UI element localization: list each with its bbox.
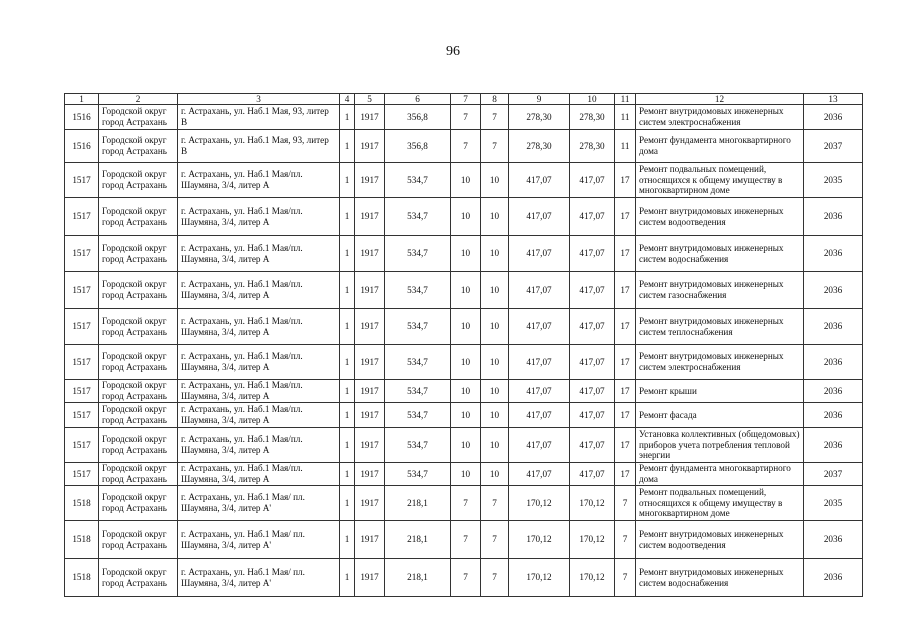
table-cell: 1917 — [355, 130, 385, 163]
table-cell: 2036 — [804, 236, 863, 272]
table-cell: 10 — [451, 236, 481, 272]
table-cell: 1917 — [355, 463, 385, 486]
column-header: 4 — [340, 94, 355, 105]
table-cell: 278,30 — [570, 130, 615, 163]
table-cell: 1917 — [355, 403, 385, 428]
table-cell: 417,07 — [570, 380, 615, 403]
table-cell: 7 — [451, 130, 481, 163]
table-cell: 417,07 — [570, 163, 615, 198]
table-cell: 1 — [340, 463, 355, 486]
table-cell: 1517 — [65, 463, 99, 486]
table-cell: 10 — [481, 403, 509, 428]
table-cell: 10 — [481, 309, 509, 345]
table-cell: 417,07 — [509, 198, 570, 236]
table-cell: Ремонт внутридомовых инженерных систем водоснабжения — [636, 236, 804, 272]
table-row — [65, 130, 863, 163]
table-cell: 17 — [615, 428, 636, 463]
table-cell: Городской округ город Астрахань — [99, 309, 178, 345]
column-header: 13 — [804, 94, 863, 105]
table-cell: 534,7 — [385, 272, 451, 309]
table-cell: 2036 — [804, 428, 863, 463]
table-cell: 170,12 — [509, 486, 570, 521]
table-header-row — [65, 94, 863, 105]
table-cell: 417,07 — [570, 236, 615, 272]
table-cell: 10 — [451, 345, 481, 380]
table-cell: г. Астрахань, ул. Наб.1 Мая, 93, литер В — [178, 105, 340, 130]
table-cell: Ремонт фасада — [636, 403, 804, 428]
column-header: 10 — [570, 94, 615, 105]
table-cell: 218,1 — [385, 559, 451, 597]
table-cell: г. Астрахань, ул. Наб.1 Мая/пл. Шаумяна, 3/4, литер А — [178, 309, 340, 345]
table-cell: 2037 — [804, 130, 863, 163]
table-cell: 1518 — [65, 486, 99, 521]
table-cell: 218,1 — [385, 521, 451, 559]
table-cell: г. Астрахань, ул. Наб.1 Мая/пл. Шаумяна, 3/4, литер А — [178, 272, 340, 309]
repair-schedule-table — [64, 93, 863, 597]
table-cell: 1 — [340, 428, 355, 463]
table-cell: 7 — [451, 521, 481, 559]
table-cell: Городской округ город Астрахань — [99, 428, 178, 463]
table-cell: 417,07 — [509, 309, 570, 345]
table-cell: 7 — [451, 559, 481, 597]
table-cell: 218,1 — [385, 486, 451, 521]
table-cell: 170,12 — [570, 521, 615, 559]
table-cell: 7 — [481, 105, 509, 130]
table-cell: 417,07 — [570, 345, 615, 380]
table-row — [65, 463, 863, 486]
table-cell: 2036 — [804, 380, 863, 403]
table-cell: 417,07 — [570, 403, 615, 428]
table-cell: г. Астрахань, ул. Наб.1 Мая/ пл. Шаумяна, 3/4, литер А' — [178, 559, 340, 597]
table-cell: 7 — [481, 559, 509, 597]
table-cell: 1 — [340, 521, 355, 559]
table-cell: 7 — [451, 486, 481, 521]
table-cell: 170,12 — [509, 559, 570, 597]
table-cell: 1517 — [65, 428, 99, 463]
table-cell: Ремонт крыши — [636, 380, 804, 403]
table-cell: 2036 — [804, 272, 863, 309]
table-cell: 534,7 — [385, 163, 451, 198]
table-cell: 534,7 — [385, 428, 451, 463]
table-cell: 2036 — [804, 403, 863, 428]
table-cell: 2035 — [804, 163, 863, 198]
table-cell: 11 — [615, 130, 636, 163]
table-row — [65, 428, 863, 463]
table-cell: 7 — [481, 521, 509, 559]
table-cell: Городской округ город Астрахань — [99, 130, 178, 163]
table-cell: Городской округ город Астрахань — [99, 163, 178, 198]
table-cell: 417,07 — [509, 380, 570, 403]
table-cell: 10 — [481, 428, 509, 463]
table-cell: 10 — [451, 272, 481, 309]
table-cell: 1517 — [65, 403, 99, 428]
table-row — [65, 105, 863, 130]
table-cell: 1 — [340, 309, 355, 345]
column-header: 7 — [451, 94, 481, 105]
table-cell: 278,30 — [570, 105, 615, 130]
table-cell: 417,07 — [509, 272, 570, 309]
table-row — [65, 486, 863, 521]
table-cell: г. Астрахань, ул. Наб.1 Мая/пл. Шаумяна, 3/4, литер А — [178, 236, 340, 272]
table-cell: Ремонт внутридомовых инженерных систем газоснабжения — [636, 272, 804, 309]
table-cell: 1917 — [355, 198, 385, 236]
table-cell: 1 — [340, 198, 355, 236]
table-cell: Ремонт внутридомовых инженерных систем электроснабжения — [636, 105, 804, 130]
table-cell: 1 — [340, 403, 355, 428]
column-header: 9 — [509, 94, 570, 105]
table-cell: Городской округ город Астрахань — [99, 380, 178, 403]
table-cell: 417,07 — [509, 163, 570, 198]
table-cell: 17 — [615, 380, 636, 403]
table-cell: 534,7 — [385, 463, 451, 486]
table-cell: 10 — [451, 403, 481, 428]
table-cell: Ремонт внутридомовых инженерных систем электроснабжения — [636, 345, 804, 380]
table-cell: 1517 — [65, 198, 99, 236]
table-cell: 1517 — [65, 236, 99, 272]
table-cell: Городской округ город Астрахань — [99, 521, 178, 559]
table-cell: 278,30 — [509, 105, 570, 130]
column-header: 3 — [178, 94, 340, 105]
table-cell: 1917 — [355, 105, 385, 130]
table-cell: Городской округ город Астрахань — [99, 559, 178, 597]
table-cell: Ремонт фундамента многоквартирного дома — [636, 130, 804, 163]
table-cell: г. Астрахань, ул. Наб.1 Мая/пл. Шаумяна, 3/4, литер А — [178, 345, 340, 380]
table-cell: 2036 — [804, 198, 863, 236]
table-cell: Ремонт подвальных помещений, относящихся к общему имуществу в многоквартирном доме — [636, 163, 804, 198]
table-cell: Ремонт подвальных помещений, относящихся к общему имуществу в многоквартирном доме — [636, 486, 804, 521]
table-cell: Ремонт внутридомовых инженерных систем теплоснабжения — [636, 309, 804, 345]
table-cell: 1 — [340, 380, 355, 403]
table-row — [65, 521, 863, 559]
table-cell: 1516 — [65, 130, 99, 163]
table-cell: 1917 — [355, 236, 385, 272]
table-cell: 1917 — [355, 345, 385, 380]
table-cell: г. Астрахань, ул. Наб.1 Мая/ пл. Шаумяна, 3/4, литер А' — [178, 486, 340, 521]
table-cell: 7 — [615, 521, 636, 559]
table-cell: Городской округ город Астрахань — [99, 486, 178, 521]
table-cell: Городской округ город Астрахань — [99, 345, 178, 380]
table-cell: 1917 — [355, 380, 385, 403]
table-cell: 11 — [615, 105, 636, 130]
table-cell: 1917 — [355, 486, 385, 521]
table-cell: 7 — [451, 105, 481, 130]
table-cell: Городской округ город Астрахань — [99, 105, 178, 130]
table-cell: Городской округ город Астрахань — [99, 272, 178, 309]
table-cell: г. Астрахань, ул. Наб.1 Мая/пл. Шаумяна, 3/4, литер А — [178, 428, 340, 463]
page-number: 96 — [446, 44, 460, 59]
table-cell: 10 — [481, 345, 509, 380]
table-cell: 10 — [481, 463, 509, 486]
table-cell: 1 — [340, 163, 355, 198]
table-cell: 2036 — [804, 105, 863, 130]
table-cell: 2036 — [804, 345, 863, 380]
table-cell: 7 — [615, 486, 636, 521]
table-cell: 10 — [481, 272, 509, 309]
table-cell: 17 — [615, 463, 636, 486]
table-cell: г. Астрахань, ул. Наб.1 Мая/пл. Шаумяна, 3/4, литер А — [178, 163, 340, 198]
table-cell: 17 — [615, 198, 636, 236]
table-cell: 417,07 — [570, 309, 615, 345]
table-cell: 2036 — [804, 309, 863, 345]
column-header: 8 — [481, 94, 509, 105]
table-cell: 2035 — [804, 486, 863, 521]
table-cell: 1516 — [65, 105, 99, 130]
table-cell: 170,12 — [570, 559, 615, 597]
column-header: 2 — [99, 94, 178, 105]
table-cell: 1917 — [355, 272, 385, 309]
table-cell: 417,07 — [509, 403, 570, 428]
table-row — [65, 198, 863, 236]
table-row — [65, 559, 863, 597]
table-cell: Ремонт внутридомовых инженерных систем водоотведения — [636, 198, 804, 236]
table-cell: 170,12 — [570, 486, 615, 521]
table-row — [65, 236, 863, 272]
table-cell: 10 — [481, 163, 509, 198]
table-cell: 356,8 — [385, 105, 451, 130]
table-cell: 17 — [615, 345, 636, 380]
column-header: 12 — [636, 94, 804, 105]
table-cell: 534,7 — [385, 345, 451, 380]
table-cell: Ремонт внутридомовых инженерных систем водоотведения — [636, 521, 804, 559]
table-row — [65, 163, 863, 198]
table-cell: 417,07 — [509, 463, 570, 486]
column-header: 5 — [355, 94, 385, 105]
table-cell: 1917 — [355, 428, 385, 463]
table-cell: 7 — [615, 559, 636, 597]
table-cell: 417,07 — [509, 236, 570, 272]
table-cell: 1 — [340, 486, 355, 521]
table-cell: 17 — [615, 163, 636, 198]
table-cell: Городской округ город Астрахань — [99, 463, 178, 486]
table-cell: 1917 — [355, 163, 385, 198]
table-cell: 1517 — [65, 309, 99, 345]
table-cell: Ремонт фундамента многоквартирного дома — [636, 463, 804, 486]
table-cell: Установка коллективных (общедомовых) приборов учета потребления тепловой энергии — [636, 428, 804, 463]
table-cell: 417,07 — [570, 198, 615, 236]
table-cell: г. Астрахань, ул. Наб.1 Мая/пл. Шаумяна, 3/4, литер А — [178, 198, 340, 236]
table-row — [65, 403, 863, 428]
table-cell: 1 — [340, 559, 355, 597]
table-cell: 1 — [340, 130, 355, 163]
table-cell: 534,7 — [385, 309, 451, 345]
table-cell: 1517 — [65, 272, 99, 309]
table-cell: 1517 — [65, 345, 99, 380]
column-header: 11 — [615, 94, 636, 105]
table-cell: 534,7 — [385, 380, 451, 403]
table-row — [65, 380, 863, 403]
table-cell: 2036 — [804, 559, 863, 597]
table-cell: 278,30 — [509, 130, 570, 163]
table-cell: 2037 — [804, 463, 863, 486]
table-cell: 534,7 — [385, 236, 451, 272]
table-cell: 1 — [340, 105, 355, 130]
table-cell: 1 — [340, 236, 355, 272]
table-cell: 10 — [451, 198, 481, 236]
table-cell: 417,07 — [570, 272, 615, 309]
table-cell: 356,8 — [385, 130, 451, 163]
table-cell: 1 — [340, 272, 355, 309]
table-cell: 10 — [451, 309, 481, 345]
table-cell: 1917 — [355, 309, 385, 345]
table-cell: 1917 — [355, 521, 385, 559]
table-cell: 10 — [451, 463, 481, 486]
table-cell: 1517 — [65, 380, 99, 403]
table-cell: г. Астрахань, ул. Наб.1 Мая/пл. Шаумяна, 3/4, литер А — [178, 403, 340, 428]
table-cell: 10 — [481, 236, 509, 272]
column-header: 6 — [385, 94, 451, 105]
table-cell: г. Астрахань, ул. Наб.1 Мая/ пл. Шаумяна, 3/4, литер А' — [178, 521, 340, 559]
table-cell: 1517 — [65, 163, 99, 198]
table-cell: 10 — [481, 198, 509, 236]
table-cell: 417,07 — [509, 428, 570, 463]
table-cell: г. Астрахань, ул. Наб.1 Мая, 93, литер В — [178, 130, 340, 163]
table-cell: 2036 — [804, 521, 863, 559]
table-cell: 170,12 — [509, 521, 570, 559]
table-cell: 10 — [481, 380, 509, 403]
table-cell: Городской округ город Астрахань — [99, 236, 178, 272]
table-cell: 7 — [481, 130, 509, 163]
table-cell: Городской округ город Астрахань — [99, 198, 178, 236]
table-cell: 17 — [615, 309, 636, 345]
table-cell: 10 — [451, 380, 481, 403]
table-cell: 17 — [615, 403, 636, 428]
table-cell: 7 — [481, 486, 509, 521]
table-cell: 1518 — [65, 521, 99, 559]
table-cell: 417,07 — [509, 345, 570, 380]
table-cell: 10 — [451, 163, 481, 198]
table-cell: 17 — [615, 272, 636, 309]
table-cell: 17 — [615, 236, 636, 272]
column-header: 1 — [65, 94, 99, 105]
table-cell: 534,7 — [385, 403, 451, 428]
table-cell: Городской округ город Астрахань — [99, 403, 178, 428]
table-row — [65, 309, 863, 345]
table-cell: Ремонт внутридомовых инженерных систем водоснабжения — [636, 559, 804, 597]
table-row — [65, 345, 863, 380]
table-cell: 1917 — [355, 559, 385, 597]
table-row — [65, 272, 863, 309]
table-cell: 417,07 — [570, 463, 615, 486]
table-cell: 1 — [340, 345, 355, 380]
table-cell: 10 — [451, 428, 481, 463]
table-cell: 534,7 — [385, 198, 451, 236]
table-cell: г. Астрахань, ул. Наб.1 Мая/пл. Шаумяна, 3/4, литер А — [178, 380, 340, 403]
table-cell: 417,07 — [570, 428, 615, 463]
table-cell: 1518 — [65, 559, 99, 597]
table-cell: г. Астрахань, ул. Наб.1 Мая/пл. Шаумяна, 3/4, литер А — [178, 463, 340, 486]
